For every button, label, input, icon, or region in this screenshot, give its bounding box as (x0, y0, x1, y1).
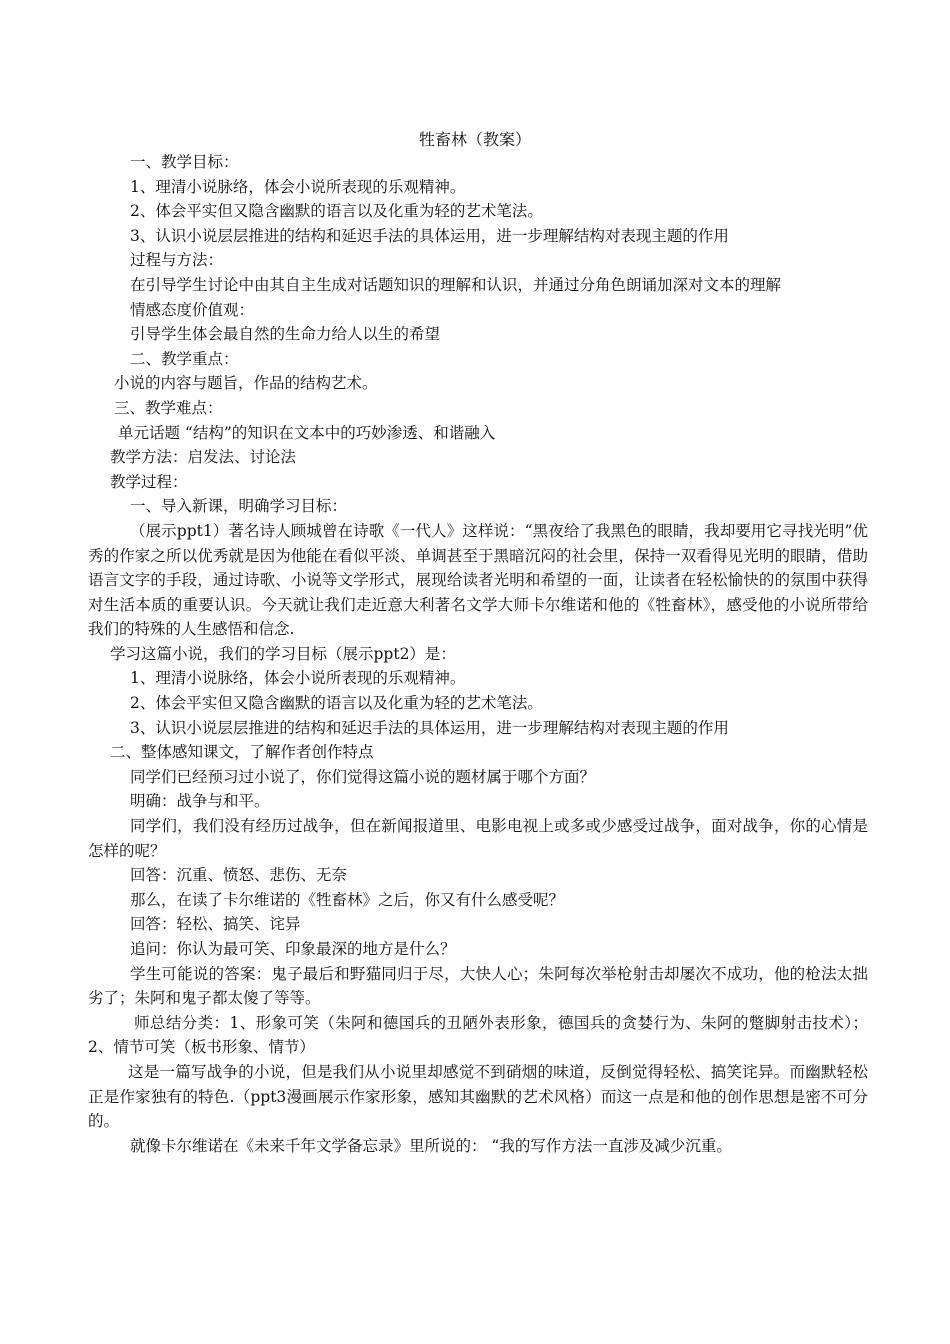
paragraph: 2、体会平实但又隐含幽默的语言以及化重为轻的艺术笔法。 (130, 202, 543, 221)
document-body (88, 150, 868, 1158)
paragraph: 这是一篇写战争的小说，但是我们从小说里却感觉不到硝烟的味道，反倒觉得轻松、搞笑诧异。而幽默轻松正是作家独有的特色.（ppt3漫画展示作家形象，感知其幽默的艺术风格）而这一点是和他的创作思想是密不可分的。 (88, 1062, 868, 1131)
paragraph: 教学方法：启发法、讨论法 (110, 448, 297, 467)
paragraph: 明确：战争与和平。 (130, 792, 270, 811)
paragraph: 追问：你认为最可笑、印象最深的地方是什么？ (130, 940, 456, 958)
paragraph: 同学们，我们没有经历过战争，但在新闻报道里、电影电视上或多或少感受过战争，面对战争，你的心情是怎样的呢？ (88, 817, 868, 860)
paragraph: 教学过程： (110, 472, 188, 491)
paragraph: 二、教学重点： (130, 349, 239, 368)
paragraph: 引导学生体会最自然的生命力给人以生的希望 (130, 325, 441, 344)
paragraph: 2、体会平实但又隐含幽默的语言以及化重为轻的艺术笔法。 (130, 694, 543, 713)
paragraph: 1、理清小说脉络，体会小说所表现的乐观精神。 (130, 669, 466, 688)
paragraph: 那么，在读了卡尔维诺的《牲畜林》之后，你又有什么感受呢？ (130, 890, 565, 909)
paragraph: 回答：轻松、搞笑、诧异 (130, 915, 301, 934)
paragraph: 单元话题 “结构”的知识在文本中的巧妙渗透、和谐融入 (118, 423, 496, 442)
paragraph: 三、教学难点： (114, 398, 223, 417)
paragraph: 在引导学生讨论中由其自主生成对话题知识的理解和认识，并通过分角色朗诵加深对文本的理解 (130, 275, 782, 294)
paragraph: 1、理清小说脉络，体会小说所表现的乐观精神。 (130, 177, 466, 196)
document-title: 牲畜林（教案） (418, 130, 531, 149)
paragraph: 过程与方法： (130, 251, 224, 270)
paragraph: 3、认识小说层层推进的结构和延迟手法的具体运用，进一步理解结构对表现主题的作用 (130, 226, 729, 245)
paragraph: 就像卡尔维诺在《未来千年文学备忘录》里所说的： “我的写作方法一直涉及减少沉重。 (130, 1136, 732, 1155)
paragraph: 情感态度价值观： (130, 300, 255, 319)
paragraph: 3、认识小说层层推进的结构和延迟手法的具体运用，进一步理解结构对表现主题的作用 (130, 718, 729, 737)
paragraph: 回答：沉重、愤怒、悲伤、无奈 (130, 866, 348, 885)
paragraph: （展示ppt1）著名诗人顾城曾在诗歌《一代人》这样说：“黑夜给了我黑色的眼睛，我却要用它寻找光明”优秀的作家之所以优秀就是因为他能在看似平淡、单调甚至于黑暗沉闷的社会里，保持一双看得见光明的眼睛，借助语言文字的手段，通过诗歌、小说等文学形式，展现给读者光明和希望的一面，让读者在轻松愉快的的氛围中获得对生活本质的重要认识。今天就让我们走近意大利著名文学大师卡尔维诺和他的《牲畜林》，感受他的小说所带给我们的特殊的人生感悟和信念. (88, 521, 868, 639)
paragraph: 一、教学目标： (130, 153, 239, 171)
paragraph: 小说的内容与题旨，作品的结构艺术。 (114, 374, 378, 393)
paragraph: 二、整体感知课文，了解作者创作特点 (110, 743, 374, 762)
paragraph: 师总结分类：1、形象可笑（朱阿和德国兵的丑陋外表形象，德国兵的贪婪行为、朱阿的蹩脚射击技术）；2、情节可笑（板书形象、情节） (88, 1013, 868, 1057)
paragraph: 同学们已经预习过小说了，你们觉得这篇小说的题材属于哪个方面？ (130, 767, 596, 786)
paragraph: 一、导入新课，明确学习目标： (130, 497, 348, 516)
paragraph: 学习这篇小说，我们的学习目标（展示ppt2）是： (110, 644, 456, 663)
paragraph: 学生可能说的答案：鬼子最后和野猫同归于尽，大快人心；朱阿每次举枪射击却屡次不成功，他的枪法太拙劣了；朱阿和鬼子都太傻了等等。 (88, 964, 868, 1008)
